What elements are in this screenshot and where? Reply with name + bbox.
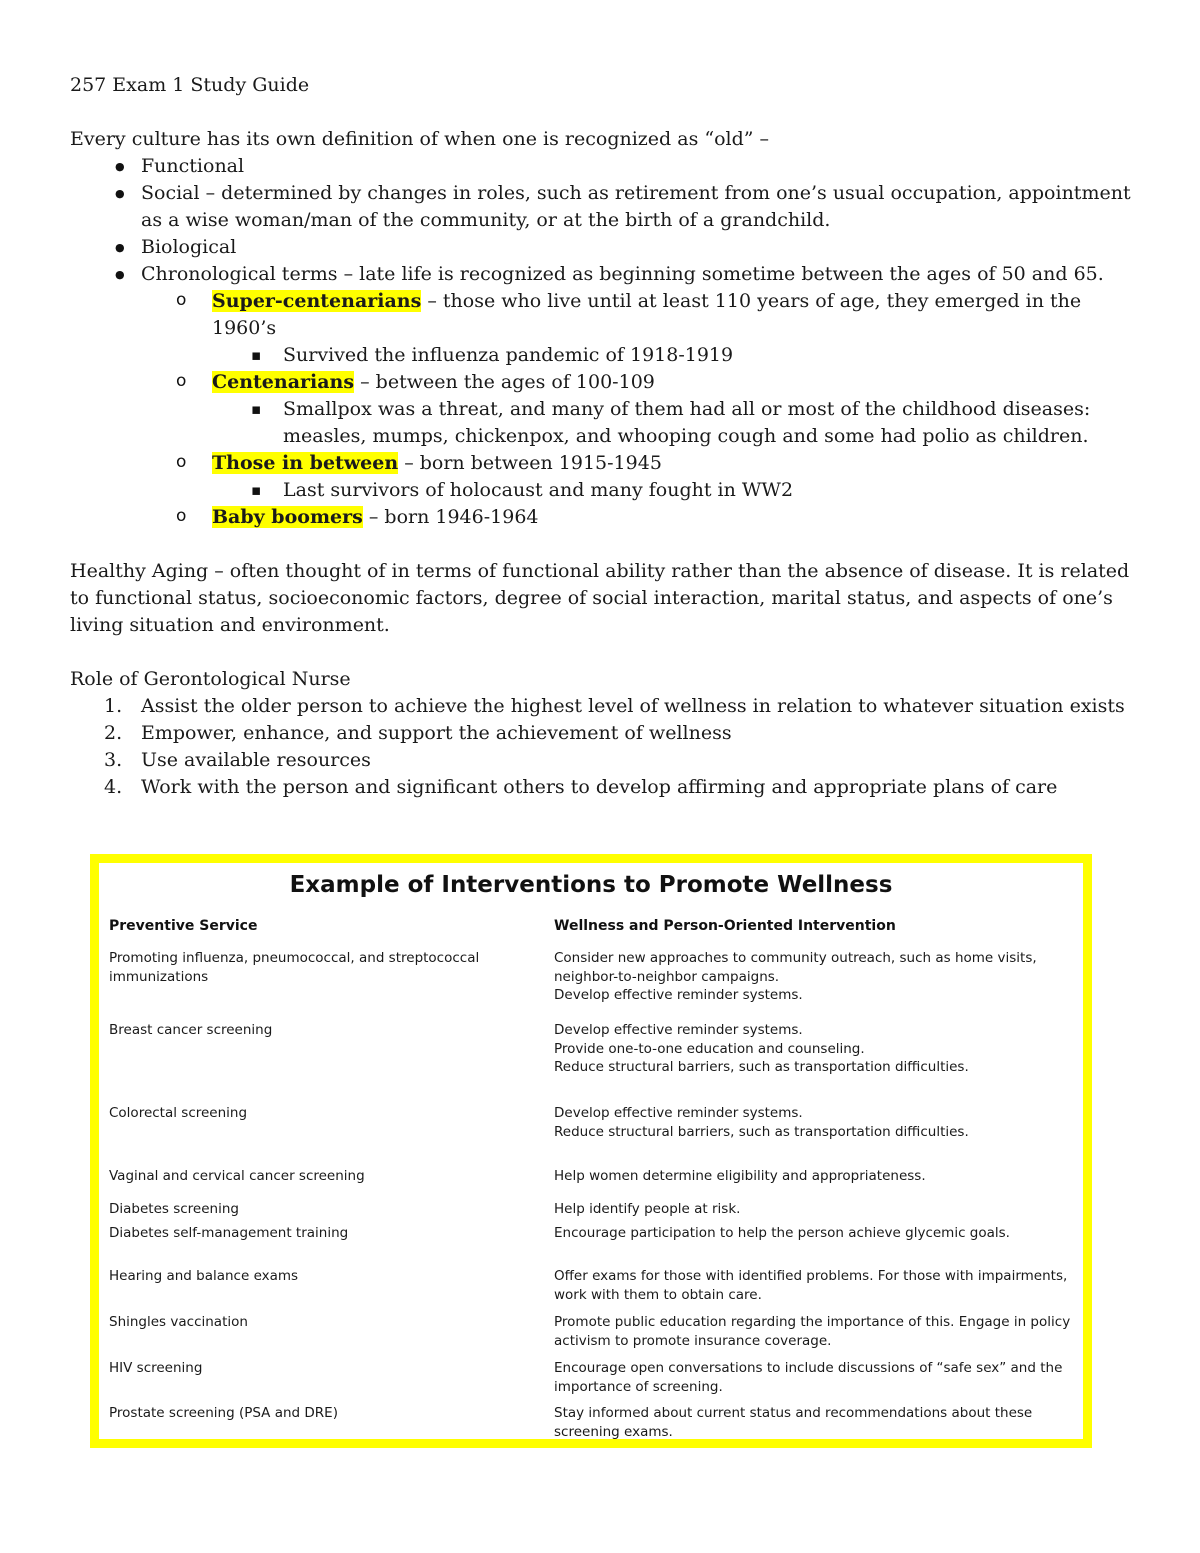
row-service: Shingles vaccination xyxy=(109,1314,248,1330)
group-centenarians xyxy=(141,369,1140,450)
intervention-line: Help women determine eligibility and appropriateness. xyxy=(554,1168,926,1184)
intervention-line: Develop effective reminder systems. xyxy=(554,1022,803,1038)
row-service: Diabetes self-management training xyxy=(109,1225,349,1241)
roles-list xyxy=(70,693,1140,801)
group-desc: – born 1946-1964 xyxy=(362,506,539,528)
age-groups-list xyxy=(141,288,1140,531)
role-item xyxy=(70,720,1140,747)
role-number: 2. xyxy=(104,722,123,744)
document-body xyxy=(70,72,1140,801)
intervention-line: Provide one-to-one education and counseling. xyxy=(554,1040,865,1057)
role-item xyxy=(70,774,1140,801)
spacer xyxy=(70,639,1140,666)
intervention-line: Reduce structural barriers, such as transportation difficulties. xyxy=(554,1123,969,1140)
intervention-line: Consider new approaches to community outreach, such as home visits, neighbor-to-neighbor campaigns. xyxy=(554,950,1037,985)
bullet-chronological xyxy=(70,261,1140,531)
group-desc: – born between 1915-1945 xyxy=(398,452,662,474)
intervention-line: Help identify people at risk. xyxy=(554,1201,741,1217)
intervention-line: Promote public education regarding the importance of this. Engage in policy activism to promote insurance coverage. xyxy=(554,1314,1071,1349)
group-detail: ▪ Last survivors of holocaust and many fought in WW2 xyxy=(212,477,1140,504)
intervention-line: Reduce structural barriers, such as transportation difficulties. xyxy=(554,1059,969,1075)
row-service: Promoting influenza, pneumococcal, and streptococcal immunizations xyxy=(109,950,480,985)
row-service: Breast cancer screening xyxy=(109,1022,273,1038)
figure-title: Example of Interventions to Promote Wellness xyxy=(289,872,893,898)
row-service: Diabetes screening xyxy=(109,1201,239,1217)
row-intervention xyxy=(554,949,1084,1005)
group-those-in-between xyxy=(141,450,1140,504)
intervention-line: Encourage participation to help the person achieve glycemic goals. xyxy=(554,1225,1010,1241)
row-intervention xyxy=(554,1200,1084,1219)
role-heading: Role of Gerontological Nurse xyxy=(70,668,351,690)
group-details xyxy=(212,342,1140,369)
column-header-intervention: Wellness and Person-Oriented Intervention xyxy=(554,918,896,934)
row-service: Hearing and balance exams xyxy=(109,1268,299,1284)
row-service: Colorectal screening xyxy=(109,1105,248,1121)
role-text: Work with the person and significant others to develop affirming and appropriate plans of care xyxy=(141,776,1058,798)
intervention-line: Encourage open conversations to include discussions of “safe sex” and the importance of screening. xyxy=(554,1360,1063,1395)
row-service: Vaginal and cervical cancer screening xyxy=(109,1168,365,1184)
role-number: 4. xyxy=(104,776,123,798)
group-term: Baby boomers xyxy=(212,506,363,528)
intervention-line: Offer exams for those with identified problems. For those with impairments, work with them to obtain care. xyxy=(554,1268,1068,1303)
row-intervention xyxy=(554,1224,1084,1243)
spacer xyxy=(70,531,1140,558)
bullet-chronological-text: Chronological terms – late life is recognized as beginning sometime between the ages of 50 and 65. xyxy=(141,263,1104,285)
old-definitions-list xyxy=(70,153,1140,531)
group-super-centenarians xyxy=(141,288,1140,369)
group-detail: ▪ Smallpox was a threat, and many of them had all or most of the childhood diseases: measles, mumps, chickenpox, and whooping cough and some had polio as children. xyxy=(212,396,1140,450)
intro-text: Every culture has its own definition of when one is recognized as “old” – xyxy=(70,128,770,150)
role-text: Empower, enhance, and support the achievement of wellness xyxy=(141,722,732,744)
group-term: Super-centenarians xyxy=(212,290,422,312)
group-term: Centenarians xyxy=(212,371,355,393)
healthy-aging-paragraph: Healthy Aging – often thought of in terms of functional ability rather than the absence of disease. It is related to functional status, socioeconomic factors, degree of social interaction, marital status, and aspects of one’s living situation and environment. xyxy=(70,560,1130,636)
role-number: 1. xyxy=(104,695,123,717)
row-service: HIV screening xyxy=(109,1360,203,1376)
role-text: Use available resources xyxy=(141,749,371,771)
group-desc: – those who live until at least 110 years of age, they emerged in the 1960’s xyxy=(212,290,1082,339)
group-baby-boomers xyxy=(141,504,1140,531)
group-details xyxy=(212,477,1140,504)
role-item xyxy=(70,693,1140,720)
row-intervention xyxy=(554,1313,1084,1350)
spacer xyxy=(70,99,1140,126)
bullet-functional: ● Functional xyxy=(70,153,1140,180)
doc-title: 257 Exam 1 Study Guide xyxy=(70,74,310,96)
group-details xyxy=(212,396,1140,450)
row-intervention xyxy=(554,1021,1084,1077)
bullet-social: ● Social – determined by changes in roles, such as retirement from one’s usual occupation, appointment as a wise woman/man of the community, or at the birth of a grandchild. xyxy=(70,180,1140,234)
role-text: Assist the older person to achieve the highest level of wellness in relation to whatever situation exists xyxy=(141,695,1125,717)
intervention-line: Stay informed about current status and recommendations about these screening exams. xyxy=(554,1405,1033,1440)
interventions-figure xyxy=(90,854,1092,1448)
column-header-preventive-service: Preventive Service xyxy=(109,918,258,934)
row-intervention xyxy=(554,1104,1084,1141)
group-detail: ▪ Survived the influenza pandemic of 1918-1919 xyxy=(212,342,1140,369)
row-intervention xyxy=(554,1359,1084,1396)
role-item xyxy=(70,747,1140,774)
bullet-biological: ● Biological xyxy=(70,234,1140,261)
row-intervention xyxy=(554,1267,1084,1304)
row-service: Prostate screening (PSA and DRE) xyxy=(109,1405,338,1421)
row-intervention xyxy=(554,1404,1084,1441)
intervention-line: Develop effective reminder systems. xyxy=(554,987,803,1003)
intervention-line: Develop effective reminder systems. xyxy=(554,1105,803,1121)
role-number: 3. xyxy=(104,749,123,771)
group-desc: – between the ages of 100-109 xyxy=(354,371,655,393)
group-term: Those in between xyxy=(212,452,399,474)
row-intervention xyxy=(554,1167,1084,1186)
